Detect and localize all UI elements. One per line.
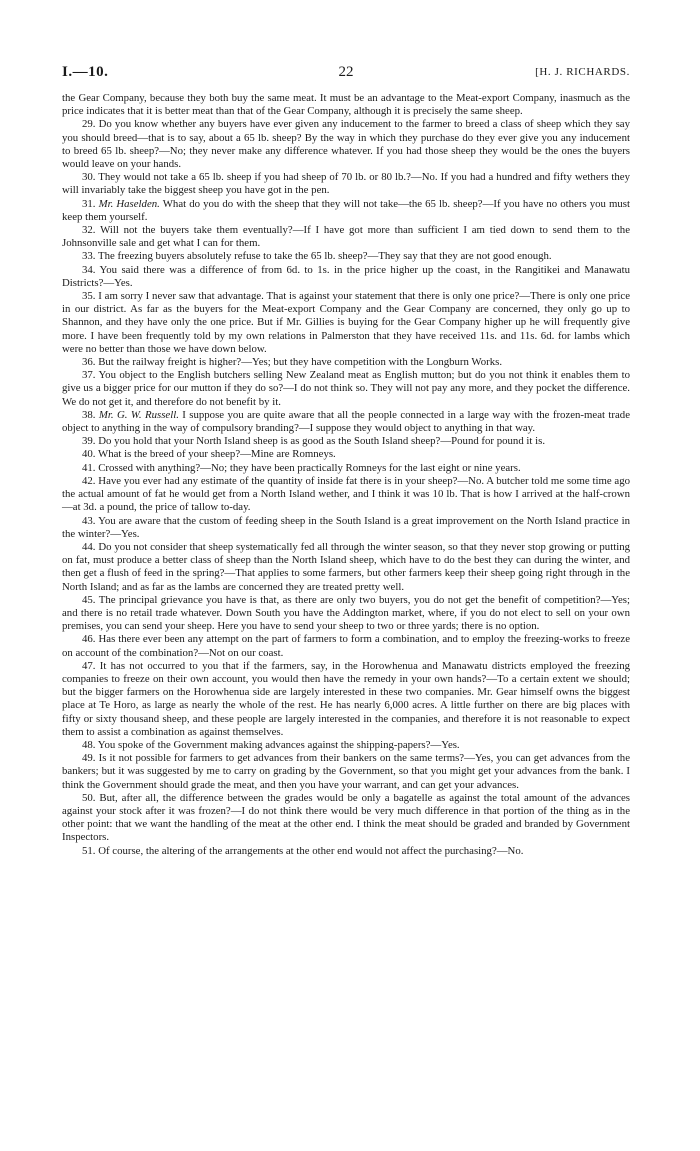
- paragraph: [62, 198, 630, 224]
- paragraph: 50. But, after all, the difference between the grades would be only a bagatelle as against the total amount of the advances against your stock after it was frozen?—I do not think there would be very much difference in that portion of the thing as in the other point: that we want the handling of the meat at the other end. I think the meat should be graded and branded by Government Inspectors.: [62, 791, 630, 844]
- paragraph: 46. Has there ever been any attempt on the part of farmers to form a combination, and to employ the freezing-works to freeze on account of the combination?—Not on our coast.: [62, 633, 630, 659]
- document-reference: I.—10.: [62, 64, 109, 80]
- paragraph: 34. You said there was a difference of from 6d. to 1s. in the price higher up the coast, in the Rangitikei and Manawatu Districts?—Yes.: [62, 263, 630, 289]
- question-number: 38.: [82, 408, 99, 421]
- speaker-name: Mr. G. W. Russell.: [98, 408, 179, 421]
- paragraph: 40. What is the breed of your sheep?—Mine are Romneys.: [82, 448, 336, 461]
- page-number: 22: [338, 64, 354, 80]
- paragraph: 30. They would not take a 65 lb. sheep if you had sheep of 70 lb. or 80 lb.?—No. If you had a hundred and fifty wethers they will invariably take the biggest sheep you have got in the pen.: [62, 171, 630, 197]
- paragraph-text: What do you do with the sheep that they will not take—the 65 lb. sheep?—If you have no others you must keep them yourself.: [62, 197, 630, 223]
- paragraph: 49. Is it not possible for farmers to get advances from their bankers on the same terms?—Yes, you can get advances from the bankers; but it was suggested by me to carry on grading by the Government, so that you might get your advances from the bank. I think the Government should grade the meat, and then you have your warrant, and can get your advances.: [62, 752, 630, 791]
- paragraph: [62, 409, 630, 435]
- paragraph: 45. The principal grievance you have is that, as there are only two buyers, you do not get the benefit of competition?—Yes; and there is no retail trade whatever. Down South you have the Addington market, where, if you do not elect to sell on your own premises, you can send your sheep. Here you have to send your sheep to two or three yards; there is no option.: [62, 593, 630, 633]
- question-number: 31.: [82, 197, 99, 210]
- paragraph: the Gear Company, because they both buy the same meat. It must be an advantage to the Meat-export Company, inasmuch as the price indicates that it is better meat than that of the Gear Company, although it is precisely the same sheep.: [62, 92, 630, 118]
- paragraph: 29. Do you know whether any buyers have ever given any inducement to the farmer to breed a class of sheep which they say you should breed—that is to say, about a 65 lb. sheep? By the way in which they purchase do they ever give you any inducement to breed 65 lb. sheep?—No; they never make any difference whatever. If you had those sheep they would be the ones the buyers would leave on your hands.: [62, 118, 630, 171]
- paragraph: 37. You object to the English butchers selling New Zealand meat as English mutton; but do you not think it enables them to give us a bigger price for our mutton if they do so?—I do not think so. They will not pay any more, and they pocket the difference. We do not get it, and therefore do not benefit by it.: [62, 369, 630, 408]
- paragraph: 43. You are aware that the custom of feeding sheep in the South Island is a great improvement on the North Island practice in the winter?—Yes.: [62, 514, 630, 540]
- paragraph: 42. Have you ever had any estimate of the quantity of inside fat there is in your sheep?—No. A butcher told me some time ago the actual amount of fat he would get from a North Island wether, and I think it was 10 lb. That is how I arrived at the half-crown—at 3d. a pound, the price of tallow to-day.: [62, 474, 630, 514]
- witness-name: [H. J. RICHARDS.: [535, 66, 630, 78]
- paragraph-text: I suppose you are quite aware that all the people connected in a large way with the frozen-meat trade object to anything in the way of compulsory branding?—I suppose they would object to anything in that way.: [62, 408, 630, 435]
- paragraph: 35. I am sorry I never saw that advantage. That is against your statement that there is only one price?—There is only one price in our district. As far as the buyers for the Meat-export Company and the Gear Company are concerned, they only go up to Shannon, and they have only the one price. But if Mr. Gillies is buying for the Gear Company higher up he will frequently give more. I have been frequently told by my own relations in Palmerston that they have received 11s. and 11s. 6d. for lambs which were no better than those we have down below.: [62, 290, 630, 355]
- paragraph: 39. Do you hold that your North Island sheep is as good as the South Island sheep?—Pound for pound it is.: [82, 435, 546, 448]
- paragraph: 36. But the railway freight is higher?—Yes; but they have competition with the Longburn Works.: [82, 356, 503, 369]
- paragraph: 32. Will not the buyers take them eventually?—If I have got more than sufficient I am tied down to send them to the Johnsonville sale and get what I can for them.: [62, 224, 630, 250]
- paragraph: 48. You spoke of the Government making advances against the shipping-papers?—Yes.: [82, 738, 460, 751]
- paragraph: 44. Do you not consider that sheep systematically fed all through the winter season, so that they never stop growing or putting on fat, must produce a better class of sheep than the North Island sheep, which have to do the best they can during the winter, and then get a flush of feed in the spring?—That applies to some farmers, but other farmers keep their sheep going right through in the North Island; and as far as the lambs are concerned they are treated pretty well.: [62, 540, 630, 593]
- paragraph: 33. The freezing buyers absolutely refuse to take the 65 lb. sheep?—They say that they are not good enough.: [82, 250, 552, 263]
- paragraph: 51. Of course, the altering of the arrangements at the other end would not affect the purchasing?—No.: [82, 844, 524, 857]
- speaker-name: Mr. Haselden.: [98, 197, 160, 210]
- page-header: [62, 64, 630, 80]
- document-body: [62, 92, 630, 858]
- paragraph: 47. It has not occurred to you that if the farmers, say, in the Horowhenua and Manawatu districts employed the freezing companies to freeze on their own account, you would then have the remedy in your own hands?—To a certain extent we should; but the bigger farmers on the Horowhenua side are largely interested in these two companies. Mr. Gear himself owns the biggest place at Te Horo, as large as nearly the whole of the rest. He has nearly 6,000 acres. A little further on there are big places with fifty or sixty thousand sheep, and these people are largely interested in the companies, and therefore it is not reasonable to expect them to assist a combination as against themselves.: [62, 659, 630, 738]
- paragraph: 41. Crossed with anything?—No; they have been practically Romneys for the last eight or nine years.: [82, 461, 521, 474]
